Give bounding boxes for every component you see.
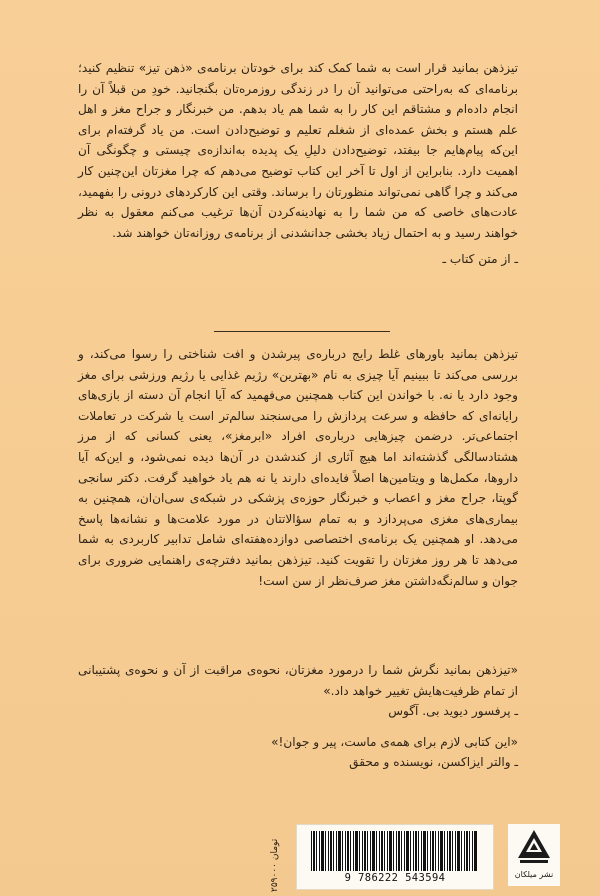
isbn-barcode: [296, 824, 494, 890]
book-description: [78, 344, 518, 591]
intro-excerpt: [78, 58, 518, 270]
endorsement-quote: «تیزذهن بمانید نگرش شما را درمورد مغزتان، نحوه‌ی مراقبت از آن و نحوه‌ی پشتیبانی از تمام ظرفیت‌هایش تغییر خواهد داد.»: [78, 663, 518, 698]
intro-text: تیزذهن بمانید قرار است به شما کمک کند برای خودتان برنامه‌ی «ذهن تیز» تنظیم کنید؛ برنامه‌ای که به‌راحتی می‌توانید آن را در زندگی روزمره‌تان بگنجانید. خودِ من قبلاً آن را انجام داده‌ام و مشتاقم این کار را به شما هم یاد بدهم. من خبرنگار و جراح مغز و اهل علم هستم و بخش عمده‌ای از شغلم تعلیم و توضیح‌دادن است. من یاد گرفته‌ام برای این‌که پیام‌هایم جا بیفتد، توضیح‌دادن دلیلِ یک پدیده به‌اندازه‌ی چیستی و چگونگی آن اهمیت دارد. بنابراین از اول تا آخر این کتاب توضیح می‌دهم که چرا مغزتان این‌چنین کار می‌کند و چرا گاهی نمی‌تواند منظورتان را برساند. وقتی این کارکردهای درونی را بفهمید، عادت‌های خاصی که من شما را به نهادینه‌کردن آن‌ها ترغیب می‌کنم معقول به نظر خواهند رسید و به احتمال زیاد بخشی جدانشدنی از برنامه‌ی روزانه‌تان خواهند شد.: [78, 61, 518, 240]
endorsement-quote: «این کتابی لازم برای همه‌ی ماست، پیر و جوان!»: [271, 734, 518, 749]
isbn-digits: 9 786222 543594: [344, 872, 446, 884]
endorsements: [78, 660, 518, 783]
description-text: تیزذهن بمانید باورهای غلط رایج درباره‌ی پیرشدن و افت شناختی را رسوا می‌کند، و بررسی می‌کند تا ببینیم آیا چیزی به نام «بهترین» رژیم غذایی یا رژیم ورزشی برای مغز وجود دارد یا نه. با خواندن این کتاب همچنین می‌فهمید که آیا انجام آن دسته از بازی‌های رایانه‌ای که حافظه و سرعت پردازش را می‌سنجند سالم‌تر است یا شرکت در تعاملات اجتماعی‌تر. درضمن چیزهایی درباره‌ی افراد «ابرمغز»، یعنی کسانی که از مرز هشتادسالگی گذشته‌اند اما هیچ آثاری از کندشدن در آن‌ها دیده نمی‌شود، و این‌که آیا داروها، مکمل‌ها و ویتامین‌ها اصلاً فایده‌ای دارند یا نه هم یاد خواهید گرفت. دکتر سانجی گوپتا، جراح مغز و اعصاب و خبرنگار حوزه‌ی پزشکی در شبکه‌ی سی‌ان‌ان، همچنین به بیماری‌های مغزی می‌پردازد و به تمام سؤالاتتان در مورد علامت‌ها و نشانه‌ها پاسخ می‌دهد. او همچنین یک برنامه‌ی اختصاصی دوازده‌هفته‌ای شامل تدابیر کاربردی به شما می‌دهد تا هر روز مغزتان را تقویت کنید. تیزذهن بمانید دفترچه‌ی راهنمایی ضروری برای جوان و سالم‌نگه‌داشتن مغز صرف‌نظر از سن است!: [78, 347, 518, 588]
publisher-name: نشر میلکان: [514, 870, 554, 879]
publisher-logo: [508, 824, 560, 886]
mountain-logo-icon: [516, 828, 552, 868]
endorsement-author: ـ پرفسور دیوید بی. آگوس: [388, 704, 518, 719]
section-divider: [214, 331, 390, 332]
endorsement-author: ـ والتر ایزاکسن، نویسنده و محقق: [349, 755, 518, 770]
intro-source: ـ از متن کتاب ـ: [442, 252, 518, 267]
price-label: ۲۵۹۰۰۰ تومان: [270, 838, 280, 892]
barcode-bars: [311, 831, 477, 871]
barcode-area: [0, 816, 600, 896]
